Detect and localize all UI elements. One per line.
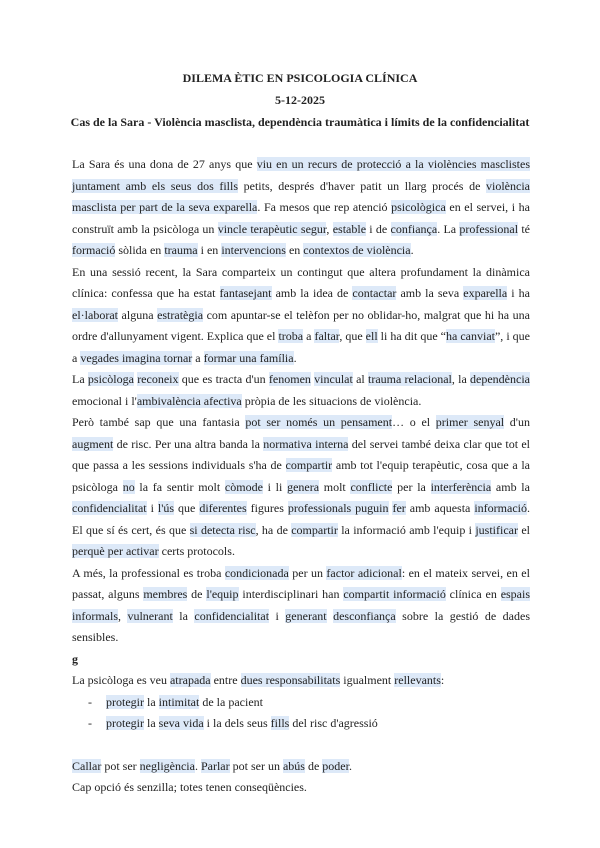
document-title: DILEMA ÈTIC EN PSICOLOGIA CLÍNICA (182, 71, 418, 85)
list-item-text: protegir la intimitat de la pacient (106, 694, 263, 709)
list-bullet: - (88, 716, 92, 730)
paragraph-3: La psicòloga reconeix que es tracta d'un fenomen vinculat al trauma relacional, la dependència emocional i l'ambivalència afectiva pròpia de les situacions de violència. (72, 372, 530, 408)
paragraph-1: La Sara és una dona de 27 anys que viu en un recurs de protecció a la violències masclistes juntament amb els seus dos fills petits, després d'haver patit un llarg procés de violència masclista per part de la seva exparella. Fa mesos que rep atenció psicològica en el servei, i ha construït amb la psicòloga un vincle terapèutic segur, estable i de confiança. La professional té formació sòlida en trauma i en intervencions en contextos de violència. (72, 157, 531, 257)
document-date: 5-12-2025 (275, 93, 325, 107)
list-item-text: protegir la seva vida i la dels seus fills del risc d'agressió (106, 716, 378, 730)
closing-line-2: Cap opció és senzilla; totes tenen conseqüències. (72, 780, 307, 794)
list-bullet: - (88, 694, 92, 709)
list-item (72, 713, 530, 735)
paragraph-dilemma-intro: La psicòloga es veu atrapada entre dues responsabilitats igualment rellevants: (72, 673, 445, 687)
closing-line-1: Callar pot ser negligència. Parlar pot ser un abús de poder. (72, 758, 352, 773)
document-subtitle: Cas de la Sara - Violència masclista, dependència traumàtica i límits de la confidencialitat (70, 115, 530, 129)
paragraph-5: A més, la professional es troba condicionada per un factor adicional: en el mateix servei, en el passat, alguns membres de l'equip interdisciplinari han compartit informació clínica en espais informals, vulnerant la confidencialitat i generant desconfiança sobre la gestió de dades sensibles. (72, 565, 531, 644)
list-item (72, 692, 530, 714)
document-body (72, 154, 530, 799)
paragraph-stray-letter: g (72, 651, 78, 666)
spacer (72, 735, 530, 756)
paragraph-2: En una sessió recent, la Sara comparteix un contingut que altera profundament la dinàmica clínica: confessa que ha estat fantasejant amb la idea de contactar amb la seva exparella i ha el·laborat alguna estratègia com apuntar-se el telèfon per no oblidar-ho, malgrat que hi ha una ordre d'allunyament vigent. Explica que el troba a faltar, que ell li ha dit que “ha canviat”, i que a vegades imagina tornar a formar una família. (72, 264, 530, 365)
responsibilities-list (72, 692, 530, 735)
paragraph-4: Però també sap que una fantasia pot ser només un pensament… o el primer senyal d'un augment de risc. Per una altra banda la normativa interna del servei també deixa clar que tot el que passa a les sessions individuals s'ha de compartir amb tot l'equip terapèutic, cosa que a la psicòloga no la fa sentir molt còmode i li genera molt conflicte per la interferència amb la confidencialitat i l'ús que diferentes figures professionals puguin fer amb aquesta informació. El que sí és cert, és que si detecta risc, ha de compartir la informació amb l'equip i justificar el perquè per activar certs protocols. (72, 415, 531, 558)
